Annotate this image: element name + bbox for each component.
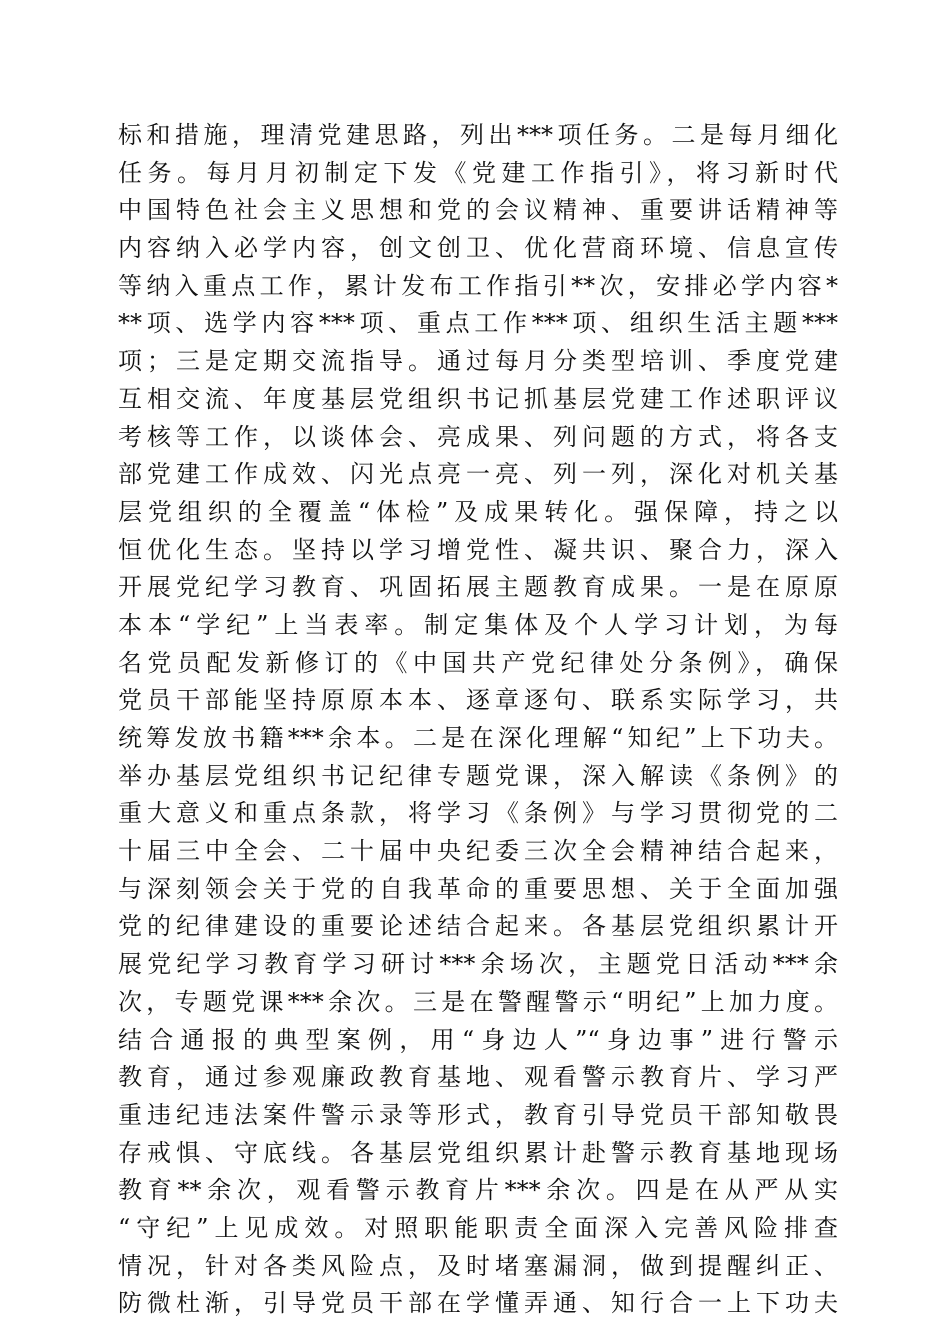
text-line: 展党纪学习教育学习研讨***余场次，主题党日活动***余 (118, 950, 838, 979)
text-line: 重大意义和重点条款，将学习《条例》与学习贯彻党的二 (118, 799, 838, 828)
text-line: 教育**余次，观看警示教育片***余次。四是在从严从实 (118, 1176, 838, 1205)
text-line: 统筹发放书籍***余本。二是在深化理解“知纪”上下功夫。 (118, 724, 838, 752)
text-line: **项、选学内容***项、重点工作***项、组织生活主题*** (118, 309, 838, 338)
text-line: 互相交流、年度基层党组织书记抓基层党建工作述职评议 (118, 384, 838, 413)
text-line: 十届三中全会、二十届中央纪委三次全会精神结合起来， (118, 837, 838, 866)
text-line: 存戒惧、守底线。各基层党组织累计赴警示教育基地现场 (118, 1138, 838, 1167)
text-line: 项；三是定期交流指导。通过每月分类型培训、季度党建 (118, 347, 838, 376)
text-line: 党的纪律建设的重要论述结合起来。各基层党组织累计开 (118, 912, 838, 941)
text-line: 党员干部能坚持原原本本、逐章逐句、联系实际学习，共 (118, 686, 838, 715)
text-line: 等纳入重点工作，累计发布工作指引**次，安排必学内容* (118, 271, 838, 300)
text-line: 任务。每月月初制定下发《党建工作指引》，将习新时代 (118, 158, 838, 187)
text-line: 次，专题党课***余次。三是在警醒警示“明纪”上加力度。 (118, 987, 838, 1016)
text-line: 重违纪违法案件警示录等形式，教育引导党员干部知敬畏 (118, 1100, 838, 1129)
text-line: 结合通报的典型案例，用“身边人”“身边事”进行警示 (118, 1025, 838, 1054)
text-line: 中国特色社会主义思想和党的会议精神、重要讲话精神等 (118, 196, 838, 225)
text-line: 举办基层党组织书记纪律专题党课，深入解读《条例》的 (118, 761, 838, 790)
text-line: 考核等工作，以谈体会、亮成果、列问题的方式，将各支 (118, 422, 838, 451)
text-line: 教育，通过参观廉政教育基地、观看警示教育片、学习严 (118, 1063, 838, 1092)
text-line: 层党组织的全覆盖“体检”及成果转化。强保障，持之以 (118, 497, 838, 526)
text-line: 防微杜渐，引导党员干部在学懂弄通、知行合一上下功夫 (118, 1289, 838, 1318)
text-line: 与深刻领会关于党的自我革命的重要思想、关于全面加强 (118, 874, 838, 903)
text-line: 开展党纪学习教育、巩固拓展主题教育成果。一是在原原 (118, 573, 838, 602)
text-line: 名党员配发新修订的《中国共产党纪律处分条例》，确保 (118, 648, 838, 677)
text-line: 标和措施，理清党建思路，列出***项任务。二是每月细化 (118, 121, 838, 149)
text-line: 本本“学纪”上当表率。制定集体及个人学习计划，为每 (118, 610, 838, 639)
text-line: 恒优化生态。坚持以学习增党性、凝共识、聚合力，深入 (118, 535, 838, 564)
body-paragraph (118, 117, 838, 1323)
text-line: 情况，针对各类风险点，及时堵塞漏洞，做到提醒纠正、 (118, 1251, 838, 1280)
text-line: 部党建工作成效、闪光点亮一亮、列一列，深化对机关基 (118, 460, 838, 489)
text-line: “守纪”上见成效。对照职能职责全面深入完善风险排查 (118, 1213, 838, 1242)
text-line: 内容纳入必学内容，创文创卫、优化营商环境、信息宣传 (118, 234, 838, 263)
